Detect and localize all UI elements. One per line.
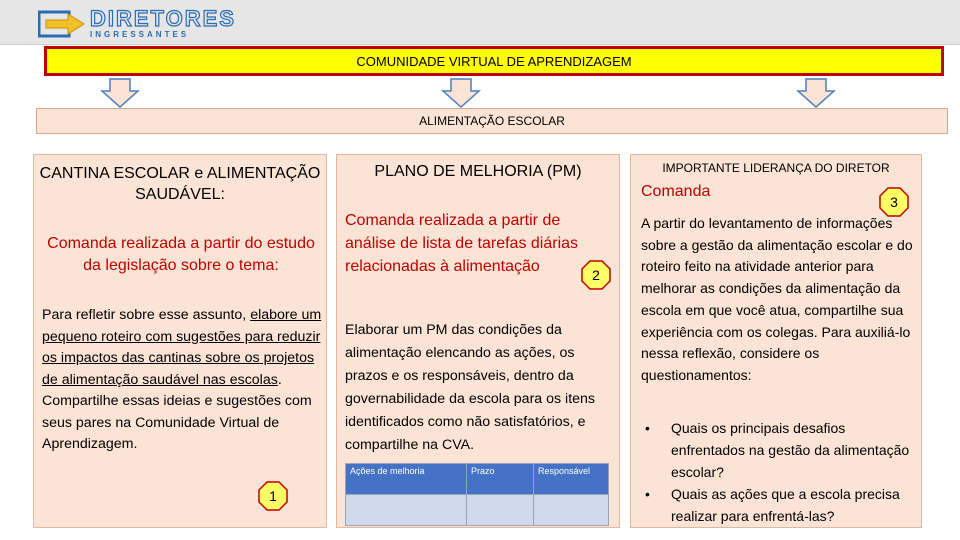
question-list [641, 417, 921, 527]
bullet-icon: • [645, 486, 650, 502]
table-header-cell: Prazo [467, 464, 534, 495]
step-badge [258, 481, 288, 511]
bullet-icon: • [645, 420, 650, 436]
logo [38, 8, 236, 39]
step-number: 1 [269, 488, 277, 504]
panel-cantina [33, 154, 327, 528]
section-title-bar: ALIMENTAÇÃO ESCOLAR [36, 108, 948, 134]
pm-table [345, 463, 609, 526]
down-arrow-icon [100, 78, 140, 108]
panel-body: Elaborar um PM das condições da alimentação elencando as ações, os prazos e os responsáveis, dentro da governabilidade da escola para os itens identificados como não satisfatórios, e compartilhe na CVA. [345, 322, 596, 453]
panel-command: Comanda realizada a partir de análise de lista de tarefas diárias relacionadas à alimentação [345, 212, 579, 275]
panel-command: Comanda [641, 183, 711, 200]
panel-body: A partir do levantamento de informações sobre a gestão da alimentação escolar e do roteiro feito na atividade anterior para melhorar as condições da alimentação da escola em que você atua, compartilhe sua experiência com os colegas. Para auxiliá-lo nessa reflexão, considere os questionamentos: [641, 215, 913, 383]
panel-lideranca [630, 154, 922, 528]
header-bar [0, 0, 960, 45]
cva-banner: COMUNIDADE VIRTUAL DE APRENDIZAGEM [44, 46, 944, 76]
question-text: Quais as ações que a escola precisa realizar para enfrentá-las? [671, 486, 900, 524]
list-item [641, 483, 921, 527]
down-arrow-icon [796, 78, 836, 108]
step-badge [581, 260, 611, 290]
panel-title: CANTINA ESCOLAR e ALIMENTAÇÃO SAUDÁVEL: [39, 165, 321, 203]
panel-plano-melhoria [336, 154, 620, 528]
body-intro: Para refletir sobre esse assunto, [42, 307, 251, 323]
question-text: Quais os principais desafios enfrentados na gestão da alimentação escolar? [671, 420, 910, 480]
list-item [641, 417, 921, 483]
body-rest: . Compartilhe essas ideias e sugestões com seus pares na Comunidade Virtual de Aprendizagem. [42, 371, 312, 452]
logo-arrow-icon [38, 10, 86, 38]
panel-command: Comanda realizada a partir do estudo da legislação sobre o tema: [47, 235, 315, 274]
table-cell[interactable] [534, 495, 609, 526]
table-header-cell: Ações de melhoria [346, 464, 467, 495]
table-header-cell: Responsável [534, 464, 609, 495]
panel-title: IMPORTANTE LIDERANÇA DO DIRETOR [662, 161, 890, 175]
step-number: 3 [890, 194, 898, 210]
logo-sub-text: INGRESSANTES [90, 30, 190, 39]
table-cell[interactable] [467, 495, 534, 526]
panel-body [42, 305, 322, 456]
step-number: 2 [592, 267, 600, 283]
down-arrow-icon [441, 78, 481, 108]
body-underlined: elabore um pequeno roteiro com sugestões para reduzir os impactos das cantinas sobre os projetos de alimentação saudável nas escolas [42, 307, 322, 388]
logo-main-text: DIRETORES [90, 6, 236, 31]
panel-title: PLANO DE MELHORIA (PM) [374, 163, 582, 180]
table-cell[interactable] [346, 495, 467, 526]
